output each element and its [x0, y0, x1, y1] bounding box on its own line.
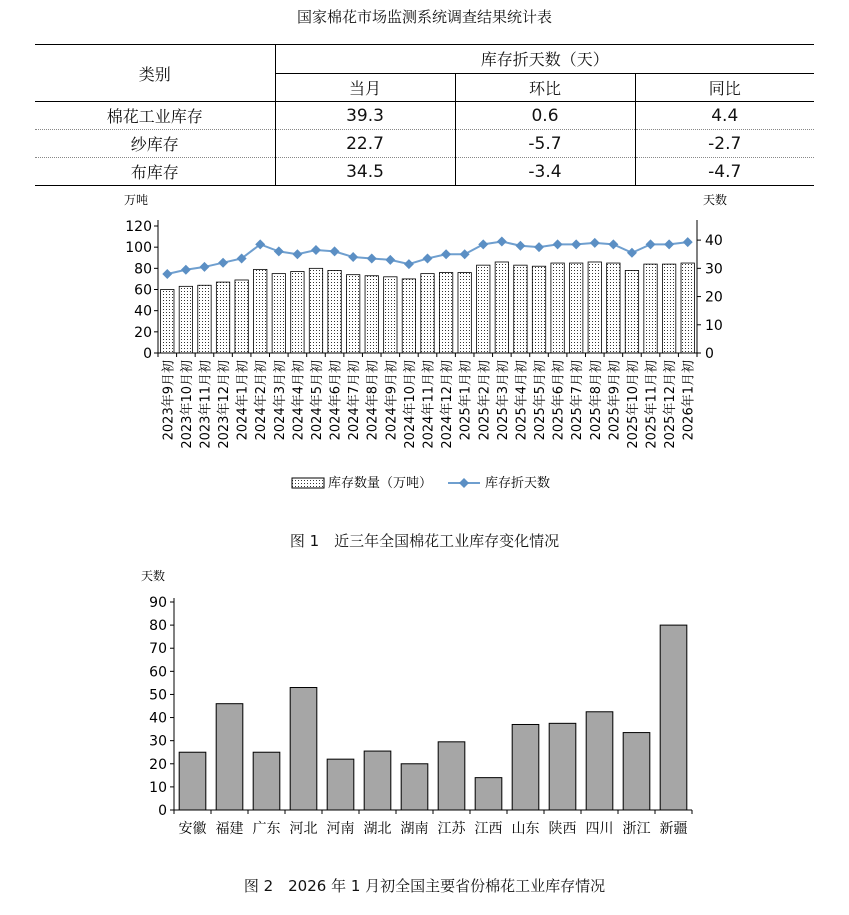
x-tick-label: 2023年11月初	[198, 360, 214, 449]
row-label: 棉花工业库存	[35, 102, 275, 130]
x-tick-label: 2025年5月初	[533, 360, 549, 441]
x-tick-label: 2025年4月初	[514, 360, 530, 441]
bar	[477, 265, 490, 353]
x-tick-label: 2026年1月初	[681, 360, 697, 441]
bar	[365, 276, 378, 353]
header-category: 类别	[35, 45, 275, 102]
x-tick-label: 2024年9月初	[384, 360, 400, 441]
right-tick-label: 30	[705, 261, 723, 278]
bar	[662, 264, 675, 353]
x-tick-label: 2023年9月初	[161, 360, 177, 441]
province-inventory-chart	[0, 560, 849, 845]
legend-line-marker	[459, 478, 469, 488]
line-point	[199, 262, 209, 272]
bar	[179, 286, 192, 353]
bar	[514, 265, 527, 353]
line-point	[534, 242, 544, 252]
row-label: 布库存	[35, 158, 275, 186]
line-point	[646, 239, 656, 249]
bar	[198, 285, 211, 353]
line-point	[423, 253, 433, 263]
chart-legend	[292, 475, 550, 491]
bar	[588, 262, 601, 353]
x-tick-label: 2024年8月初	[365, 360, 381, 441]
inventory-trend-chart	[0, 185, 849, 505]
bar	[290, 688, 317, 810]
cell-value: 4.4	[635, 102, 814, 130]
bar	[328, 270, 341, 353]
bar	[586, 712, 613, 810]
y-tick-label: 50	[149, 687, 167, 704]
bar	[309, 268, 322, 353]
line-point	[590, 238, 600, 248]
bar	[623, 733, 650, 810]
x-tick-label: 山东	[511, 821, 540, 837]
y-tick-label: 0	[158, 803, 167, 819]
y-tick-label: 40	[149, 710, 167, 727]
table-row	[35, 130, 814, 158]
left-axis-label: 万吨	[124, 193, 149, 207]
bar	[179, 752, 206, 810]
x-tick-label: 2025年7月初	[570, 360, 586, 441]
x-tick-label: 安徽	[178, 821, 207, 837]
bar	[551, 263, 564, 353]
x-tick-label: 2025年6月初	[551, 360, 567, 441]
y-tick-label: 10	[149, 779, 167, 796]
cell-value: -5.7	[455, 130, 635, 158]
line-point	[553, 239, 563, 249]
line-point	[460, 249, 470, 259]
bar	[346, 275, 359, 353]
right-axis-label: 天数	[703, 193, 728, 207]
right-tick-label: 0	[705, 346, 714, 362]
right-tick-label: 10	[705, 317, 723, 334]
header-group: 库存折天数（天）	[275, 45, 814, 74]
line-point	[181, 265, 191, 275]
header-col-current: 当月	[275, 73, 455, 102]
header-col-mom: 环比	[455, 73, 635, 102]
bar	[254, 269, 267, 353]
x-tick-label: 新疆	[659, 821, 688, 837]
cell-value: -3.4	[455, 158, 635, 186]
y-tick-label: 70	[149, 641, 167, 658]
table-row	[35, 158, 814, 186]
line-point	[627, 248, 637, 258]
x-tick-label: 河南	[326, 821, 355, 837]
bar	[644, 264, 657, 353]
bar	[402, 279, 415, 353]
line-point	[515, 241, 525, 251]
line-point	[348, 252, 358, 262]
x-tick-label: 2023年10月初	[179, 360, 195, 449]
line-point	[367, 253, 377, 263]
bar	[272, 274, 285, 353]
y-tick-label: 20	[149, 756, 167, 773]
bar	[253, 752, 280, 810]
bar	[549, 723, 576, 810]
x-tick-label: 湖北	[363, 821, 392, 837]
line-point	[497, 237, 507, 247]
x-tick-label: 2025年10月初	[625, 360, 641, 449]
bar	[532, 266, 545, 353]
bar	[681, 263, 694, 353]
cell-value: -2.7	[635, 130, 814, 158]
left-tick-label: 120	[125, 219, 152, 235]
bar	[438, 742, 465, 810]
y-axis-label: 天数	[141, 569, 166, 583]
bar	[384, 277, 397, 353]
legend-bar-swatch	[292, 478, 324, 488]
line-point	[683, 237, 693, 247]
line-point	[218, 258, 228, 268]
statistics-table	[35, 44, 814, 186]
x-tick-label: 2024年10月初	[402, 360, 418, 449]
left-tick-label: 60	[134, 282, 152, 299]
cell-value: 22.7	[275, 130, 455, 158]
bar	[458, 273, 471, 353]
x-tick-label: 福建	[215, 821, 244, 837]
cell-value: -4.7	[635, 158, 814, 186]
table-title: 国家棉花市场监测系统调查结果统计表	[296, 8, 552, 26]
line-point	[441, 249, 451, 259]
line-point	[274, 246, 284, 256]
x-tick-label: 2024年1月初	[235, 360, 251, 441]
right-tick-label: 20	[705, 289, 723, 306]
y-tick-label: 80	[149, 618, 167, 635]
bar	[235, 280, 248, 353]
x-tick-label: 2024年11月初	[421, 360, 437, 449]
bar	[607, 263, 620, 353]
x-tick-label: 浙江	[622, 821, 651, 837]
x-tick-label: 2025年8月初	[588, 360, 604, 441]
line-point	[292, 249, 302, 259]
bar	[216, 704, 243, 810]
right-tick-label: 40	[705, 233, 723, 250]
bar	[161, 290, 174, 354]
line-point	[404, 259, 414, 269]
line-point	[664, 239, 674, 249]
bar	[327, 759, 354, 810]
x-tick-label: 河北	[289, 821, 318, 837]
line-point	[478, 239, 488, 249]
bar	[625, 270, 638, 353]
cell-value: 0.6	[455, 102, 635, 130]
x-tick-label: 2024年5月初	[309, 360, 325, 441]
table-row	[35, 102, 814, 130]
x-tick-label: 2025年9月初	[607, 360, 623, 441]
line-point	[608, 239, 618, 249]
x-tick-label: 2025年1月初	[458, 360, 474, 441]
bar	[512, 724, 539, 810]
x-tick-label: 湖南	[400, 821, 429, 837]
figure1-caption: 图 1 近三年全国棉花工业库存变化情况	[289, 532, 560, 550]
line-point	[311, 245, 321, 255]
figure2-caption: 图 2 2026 年 1 月初全国主要省份棉花工业库存情况	[243, 877, 606, 895]
x-tick-label: 2024年2月初	[254, 360, 270, 441]
cell-value: 34.5	[275, 158, 455, 186]
bar	[439, 273, 452, 353]
x-tick-label: 2024年3月初	[272, 360, 288, 441]
x-tick-label: 2024年12月初	[440, 359, 456, 449]
line-point	[330, 246, 340, 256]
row-label: 纱库存	[35, 130, 275, 158]
x-tick-label: 陕西	[548, 821, 577, 837]
x-tick-label: 2024年6月初	[328, 360, 344, 441]
x-tick-label: 2025年3月初	[495, 360, 511, 441]
y-tick-label: 30	[149, 733, 167, 750]
bar	[660, 625, 687, 810]
bar	[401, 764, 428, 810]
line-point	[385, 255, 395, 265]
x-tick-label: 2024年7月初	[347, 360, 363, 441]
cell-value: 39.3	[275, 102, 455, 130]
bar	[495, 262, 508, 353]
bar	[291, 272, 304, 353]
x-tick-label: 2025年2月初	[477, 360, 493, 441]
bar	[421, 274, 434, 353]
x-tick-label: 2025年12月初	[663, 360, 679, 449]
x-tick-label: 2024年4月初	[291, 360, 307, 441]
left-tick-label: 80	[134, 261, 152, 278]
left-tick-label: 20	[134, 324, 152, 341]
line-point	[571, 239, 581, 249]
legend-line-label: 库存折天数	[485, 476, 551, 491]
bar	[364, 751, 391, 810]
legend-bar-label: 库存数量（万吨）	[328, 476, 433, 491]
x-tick-label: 江苏	[437, 821, 466, 837]
bar	[216, 282, 229, 353]
bar	[569, 263, 582, 353]
x-tick-label: 四川	[585, 821, 614, 837]
left-tick-label: 0	[143, 346, 152, 362]
y-tick-label: 90	[149, 595, 167, 611]
x-tick-label: 2025年11月初	[644, 360, 660, 449]
x-tick-label: 江西	[474, 821, 503, 837]
header-col-yoy: 同比	[635, 73, 814, 102]
left-tick-label: 40	[134, 303, 152, 320]
x-tick-label: 2023年12月初	[217, 360, 233, 449]
left-tick-label: 100	[125, 240, 152, 257]
x-tick-label: 广东	[252, 821, 281, 837]
y-tick-label: 60	[149, 664, 167, 681]
line-point	[162, 269, 172, 279]
bar	[475, 778, 502, 810]
